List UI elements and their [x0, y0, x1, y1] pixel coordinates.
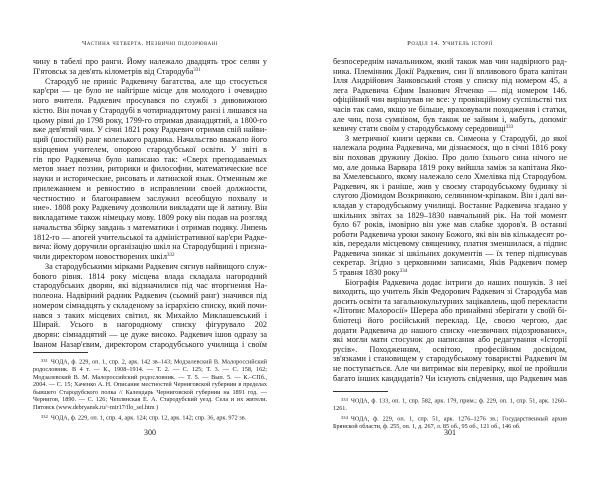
- text-line: [333, 249, 567, 259]
- line-text: номером сімнадцять у складеному за ієрархією списку, який почи-: [33, 300, 267, 310]
- text-line: [333, 86, 567, 96]
- line-text: честностию и благонравием заслужил всеобщую похвалу и: [33, 193, 267, 203]
- line-text: секретар. Згідно з церковними записами, Яків Радкевич помер: [333, 258, 567, 268]
- text-line: [33, 106, 267, 116]
- line-text: ника. Племінник Докії Радкевич, син її впливового брата капітан: [333, 66, 567, 76]
- text-line: [333, 258, 567, 268]
- text-line: [333, 374, 567, 384]
- text-line: [333, 211, 567, 221]
- line-text: кар'єри — це було не найгірше місце для молодого і очевидно: [33, 86, 267, 96]
- text-line: [33, 301, 267, 311]
- line-text: він поховав дружину Докію. Про долю їхнього сина нічого не: [333, 152, 567, 162]
- footnote: [33, 357, 267, 412]
- line-text: нався з таких місцевих світил, як Михайло Миклашевський і: [33, 310, 267, 320]
- line-text: За стародубськими мірками Радкевич сягнув найвищого служ-: [45, 261, 267, 271]
- text-line: [333, 153, 567, 163]
- text-line: [333, 191, 567, 201]
- text-line: [33, 203, 267, 213]
- line-text: З метричної книги церкви св. Симеона у Стародубі, до якої: [345, 133, 567, 143]
- footnote-reference[interactable]: 334: [399, 269, 408, 275]
- text-line: [33, 262, 267, 272]
- body-text: [333, 57, 567, 383]
- line-text: але чин, поза сумнівом, був також не зайвим і, мабуть, допоміг: [333, 114, 567, 124]
- footnote-reference[interactable]: 333: [505, 125, 514, 131]
- line-text: слугою Діомидом Возкрянкою, селянином-кріпаком. Він і далі ви-: [333, 191, 567, 201]
- text-line: [333, 287, 567, 297]
- text-line: [33, 320, 267, 330]
- text-line: [33, 330, 267, 340]
- line-text: прилежанием и ревностию в исправлении своей должности,: [33, 183, 267, 193]
- text-line: [33, 125, 267, 135]
- footnote-divider: [33, 352, 88, 353]
- line-text: 5 травня 1830 року: [333, 268, 400, 278]
- text-line: [33, 145, 267, 155]
- text-line: [33, 96, 267, 106]
- running-header: Розділ 14. Учитель історії: [407, 40, 493, 47]
- text-line: [33, 272, 267, 282]
- footnote: [33, 413, 267, 422]
- text-line: [333, 220, 567, 230]
- line-text: ва Хмелевського, якому належало село Хмелівка під Стародубом.: [333, 172, 567, 182]
- line-text: додати Радкевича до нашого списку «незвичних підозрюваних»,: [333, 325, 567, 335]
- text-line: [333, 76, 567, 86]
- line-text: взірцевим учителем, опорою стародубської освіти. У звіті в: [33, 144, 267, 154]
- line-text: цьому рівні до 1798 року, 1799-го отримав дванадцятий, а 1800-го: [33, 115, 267, 125]
- text-line: [33, 174, 267, 184]
- text-line: [33, 86, 267, 96]
- line-text: багато інших кандидатів? Чи існують свідчення, що Радкевич мав: [333, 373, 567, 383]
- footnote-number: 333: [341, 397, 348, 402]
- footnote-text: ЧОДА, ф. 229, оп. 1, спр. 51, арк. 1276–1276 зв.; Государственный архив Брянской области, ф. 255, оп. 1, д. 267, л. 85 об., 95 об., 121 об., 146 об.: [333, 415, 567, 430]
- text-line: [33, 213, 267, 223]
- line-text: Ширай. Усього в нагородному списку фігурувало 202: [33, 320, 267, 330]
- text-line: [333, 230, 567, 240]
- text-line: [333, 95, 567, 105]
- text-line: [333, 278, 567, 288]
- footnote-reference[interactable]: 331: [193, 67, 201, 73]
- text-line: [333, 201, 567, 211]
- text-line: [333, 124, 567, 134]
- line-text: належала родина Радкевича, ми дізнаємося, що в січні 1816 року: [333, 143, 567, 153]
- footnote-number: 334: [341, 414, 348, 420]
- line-text: вича: йому доручили організацію шкіл на Стародубщині і призна-: [33, 242, 267, 252]
- text-line: [333, 297, 567, 307]
- text-line: [333, 364, 567, 374]
- footnote: [333, 396, 567, 413]
- text-line: [33, 233, 267, 243]
- line-text: часів так само, якщо не більше, враховували походження і статки,: [333, 104, 567, 114]
- line-text: чину в табелі про ранги. Йому належало двадцять троє селян у: [33, 57, 267, 66]
- text-line: [33, 135, 267, 145]
- text-line: [33, 252, 267, 262]
- text-line: [333, 354, 567, 364]
- text-line: [33, 164, 267, 174]
- text-line: [33, 291, 267, 301]
- line-text: 1812-го — апогей учительської та адміністративної кар'єри Радке-: [33, 232, 267, 242]
- line-text: гів про Радкевича було написано так: «Сверх преподаваемых: [33, 154, 267, 164]
- line-text: Радкевича зникає зі шкільних документів — їх тепер підписував: [333, 248, 567, 258]
- line-text: досить освіти та загальнокультурних зацікавлень, щоб перекласти: [333, 296, 567, 306]
- line-text: кістю. Він почав у Стародубі в чотирнадцятому ранзі і лишався на: [33, 105, 267, 115]
- line-text: ків, передали місцевому священику, платня зменшилася, а підпис: [333, 239, 567, 249]
- line-text: Радкевич, як і раніше, жив у своєму стародубському будинку зі: [333, 181, 567, 191]
- page-number: 301: [444, 428, 456, 437]
- line-text: які могли мати стосунок до написання або редагування «Історії: [333, 335, 567, 345]
- text-line: [33, 311, 267, 321]
- line-text: Стародуб не приніс Радкевичу багатства, але що стосується: [45, 76, 267, 86]
- text-line: [33, 340, 267, 350]
- text-line: [33, 281, 267, 291]
- running-header: Частина четверта. Незвичні підозрювані: [82, 40, 218, 47]
- footnote-number: 332: [41, 413, 48, 419]
- text-line: [333, 335, 567, 345]
- line-text: Ілля Андрійович Занковський стояв у списку під номером 45, а: [333, 76, 567, 86]
- text-line: [333, 115, 567, 125]
- line-text: бового рівня. 1814 року місцева влада складала нагородний: [33, 271, 267, 281]
- text-line: [333, 143, 567, 153]
- footnote-reference[interactable]: 332: [166, 253, 175, 258]
- line-text: полеона. Надвірний радник Радкевич (сьомий ранг) значився під: [33, 291, 267, 300]
- line-text: шкільних звітах за 1829–1830 навчальний рік. На той момент: [333, 210, 567, 220]
- right-page: [300, 0, 600, 481]
- line-text: метов знает поэзии, риторики и философии, математические все: [33, 164, 267, 174]
- line-text: безпосереднім начальником, який також мав чин надвірного рад-: [333, 57, 567, 66]
- line-text: ного вчителя. Радкевич просувався по службі з дивовижною: [33, 96, 267, 105]
- line-text: мо, але донька Варвара 1819 року вийшла заміж за капітана Яко-: [333, 162, 567, 172]
- text-line: [333, 345, 567, 355]
- footnote-divider: [333, 391, 388, 392]
- line-text: русів». Походженням, освітою, професійним досвідом,: [333, 344, 567, 354]
- line-text: вже дев'ятий чин. У січні 1821 року Радкевич отримав свій найви-: [33, 125, 267, 135]
- text-line: [333, 57, 567, 67]
- line-text: «Літопис Малоросії» Шерера або принаймні зберігати у своїй бі-: [333, 306, 567, 316]
- line-text: П'ятовськ за дев'ять кілометрів від Стародуба: [33, 66, 194, 76]
- footnote-number: 331: [41, 358, 48, 363]
- text-line: [333, 172, 567, 182]
- text-line: [333, 163, 567, 173]
- text-line: [33, 223, 267, 233]
- footnote-text: ЧОДА, ф. 229, оп. 1, спр. 2, арк. 142 зв–143; Модзалевский В. Малороссийский родословник. В 4 т. — К., 1908–1914. — Т. 2. — С. 125; Т. 3. — С. 158, 162; Модзалевский В. М. Малороссийский родословник. — Т. 5. — Вып. 5. — К.–СПб., 2004. — С. 15; Хаченко А. Н. Описание местностей Черниговской губернии в пределах бывшего Стародубского полка // Календарь Черниговской губернии на 1891 год. — Чернигов, 1890. — С. 126; Чеплянская Е. А. Стародубский уезд. Села и их жители. Пятовск (www.debryansk.ru/~mir17/flo_sel.htm ): [33, 358, 267, 412]
- line-text: Біографія Радкевича додає інтриги до наших пошуків. З неї: [345, 277, 567, 287]
- text-line: [333, 306, 567, 316]
- line-text: науки и исторические, рисовать и латинской язык. Отменным же: [33, 174, 267, 183]
- text-line: [33, 184, 267, 194]
- line-text: кевичу стати своїм у стародубському середовищі: [333, 124, 506, 134]
- text-line: [33, 67, 267, 77]
- text-line: [333, 105, 567, 115]
- body-text: [33, 57, 267, 350]
- text-line: [333, 268, 567, 278]
- footnote-text: ЧОДА, ф. 229, оп. 1, спр. 4, арк. 124; спр. 12, арк. 142; спр. 36, арк. 972 зв.: [50, 414, 247, 422]
- line-text: щий (шостий) ранг колезького радника. Начальство вважало його: [33, 135, 267, 144]
- line-text: Іваном Назар'євим, директором стародубського училища і своїм: [33, 339, 267, 349]
- line-text: кладав у стародубському училищі. Востаннє Радкевича згадано у: [333, 200, 567, 210]
- text-line: [333, 316, 567, 326]
- footnotes: [333, 396, 567, 431]
- text-line: [333, 182, 567, 192]
- line-text: викладатиме також німецьку мову. 1809 року він подав на розгляд: [33, 213, 267, 222]
- text-line: [33, 57, 267, 67]
- text-line: [333, 67, 567, 77]
- line-text: стародубських дворян, які відзначилися під час вторгнення На-: [33, 281, 267, 291]
- text-line: [33, 77, 267, 87]
- text-line: [333, 326, 567, 336]
- line-text: не поступається. Але чи витримає він перевірку, якої не пройшли: [333, 364, 567, 373]
- text-line: [333, 134, 567, 144]
- line-text: лега Радкевича Єфим Іванович Ятченко — під номером 146.: [333, 85, 567, 95]
- line-text: офіційний чин вирішував не все: у провінційному суспільстві тих: [333, 95, 567, 105]
- line-text: начальства збірку завдань з математики і отримав подяку. Липень: [33, 222, 267, 232]
- text-line: [33, 116, 267, 126]
- line-text: виходить, що учитель Яків Федорович Радкевич зі Стародуба мав: [333, 287, 567, 297]
- text-line: [33, 194, 267, 204]
- line-text: чили директором новостворених шкіл: [33, 252, 167, 261]
- text-line: [33, 155, 267, 165]
- line-text: роботи Радкевича уроки закону Божого, які він вів кількадесят ро-: [333, 229, 567, 239]
- line-text: зв'язками і становищем у стародубському товаристві Радкевич їм: [333, 354, 567, 364]
- line-text: дворян: сімнадцятий — це дуже високо. Радкевич ішов одразу за: [33, 330, 267, 339]
- text-line: [33, 242, 267, 252]
- line-text: ние». 1808 року Радкевичу дозволили викладати ще й латину. Він: [33, 203, 267, 213]
- line-text: було 67 років, імовірно він уже мав слабке здоров'я. В останні: [333, 220, 567, 230]
- footnotes: [33, 357, 267, 423]
- footnote-text: ЧОДА, ф. 133, оп. 1, спр. 582, арк. 179, прим.; ф. 229, оп. 1, спр. 51, арк. 1260–1261.: [333, 397, 567, 413]
- text-line: [333, 239, 567, 249]
- page-number: 300: [144, 428, 156, 437]
- line-text: бліотеці його російський переклад. Це, своєю чергою, дає: [333, 316, 567, 326]
